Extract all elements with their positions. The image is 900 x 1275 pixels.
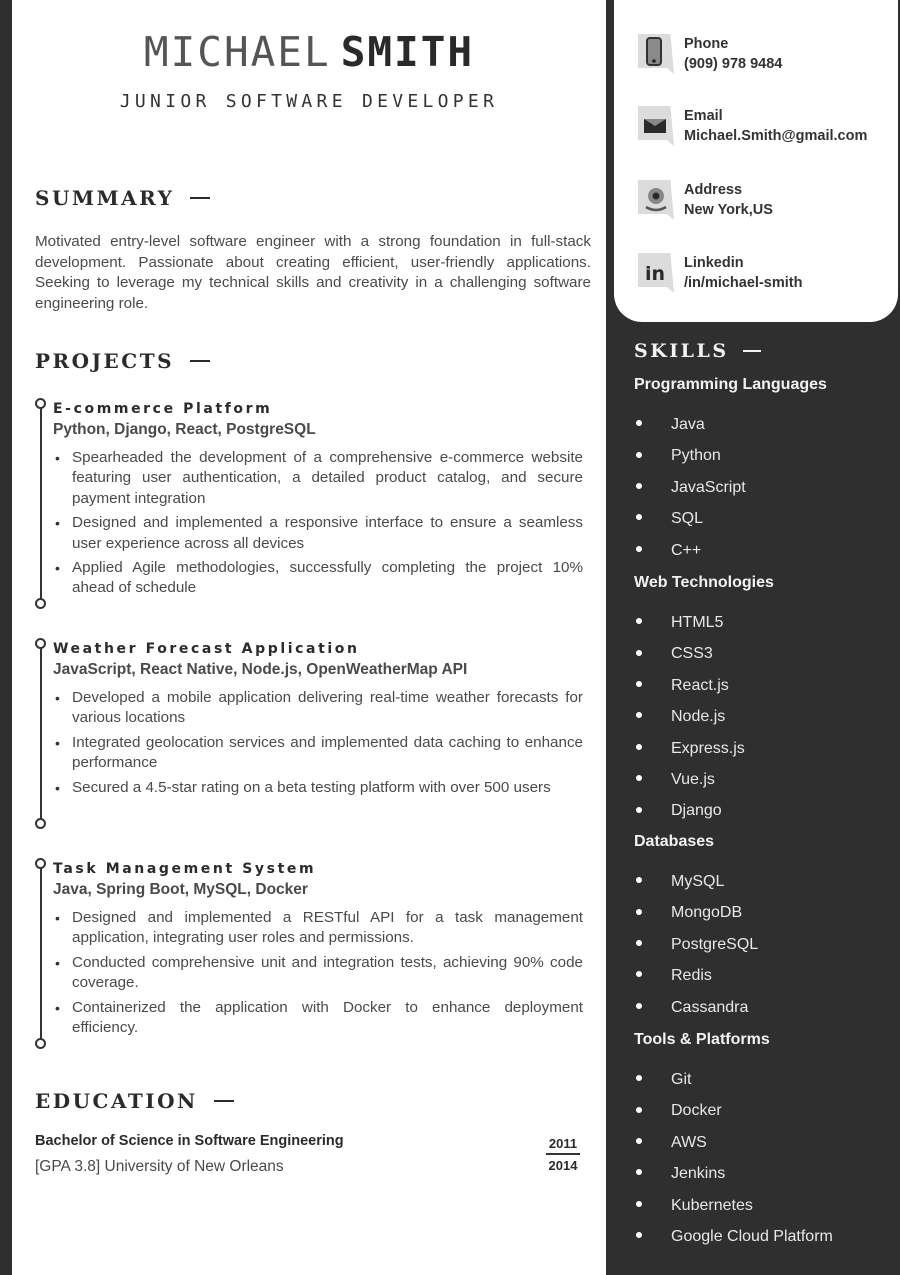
skill-name: Java	[671, 416, 705, 433]
skill-item	[634, 902, 742, 924]
bullet-icon	[636, 546, 642, 552]
bullet-text: Containerized the application with Docker to enhance deployment efficiency.	[72, 998, 583, 1037]
bullet-text: Secured a 4.5-star rating on a beta testing platform with over 500 users	[72, 778, 551, 796]
bullet-text: Developed a mobile application delivering real-time weather forecasts for various locations	[72, 689, 583, 727]
bullet-icon	[636, 1075, 642, 1081]
bullet-icon	[636, 1138, 642, 1144]
bullet-icon	[636, 452, 642, 458]
skill-name: AWS	[671, 1133, 707, 1151]
bullet-icon: •	[55, 560, 60, 577]
contact-label: Email	[684, 108, 723, 124]
job-title: JUNIOR SOFTWARE DEVELOPER	[119, 91, 499, 112]
skill-name: Jenkins	[671, 1165, 726, 1183]
timeline-line	[40, 868, 43, 1040]
bullet-icon	[636, 483, 642, 489]
bullet-icon	[636, 1232, 642, 1238]
contact-card	[614, 0, 898, 322]
skill-item	[634, 643, 713, 665]
education-school: [GPA 3.8] University of New Orleans	[35, 1158, 284, 1175]
heading-dash	[214, 1100, 234, 1103]
contact-value[interactable]: /in/michael-smith	[684, 275, 803, 291]
skill-name: Google Cloud Platform	[671, 1228, 833, 1245]
skill-name: React.js	[671, 676, 729, 694]
education-heading	[35, 1089, 234, 1113]
contact-label: Phone	[684, 36, 729, 52]
email-icon	[638, 106, 674, 146]
skill-item	[634, 414, 705, 436]
skill-name: SQL	[671, 510, 704, 528]
bullet-icon	[636, 909, 642, 915]
skill-item	[634, 477, 746, 499]
skill-item	[634, 934, 758, 956]
skill-name: JavaScript	[671, 478, 746, 496]
bullet-icon	[636, 1003, 642, 1009]
skill-name: Django	[671, 802, 722, 820]
timeline-line	[40, 648, 43, 820]
timeline-line	[40, 408, 43, 600]
education-start-year: 2011	[546, 1136, 580, 1155]
education-end-year: 2014	[548, 1158, 578, 1173]
candidate-name	[12, 28, 606, 76]
bullet-icon: •	[55, 450, 60, 466]
summary-heading-text: SUMMARY	[35, 186, 175, 210]
skill-name: PostgreSQL	[671, 935, 759, 953]
summary-heading	[35, 186, 210, 210]
skill-item	[634, 675, 729, 697]
skill-item	[634, 612, 723, 634]
contact-value[interactable]: (909) 978 9484	[684, 56, 783, 72]
education-heading-text: EDUCATION	[35, 1089, 198, 1113]
project-name: Weather Forecast Application	[53, 641, 360, 657]
skill-category: Web Technologies	[634, 574, 774, 591]
bullet-icon	[636, 420, 642, 426]
skill-name: Docker	[671, 1102, 722, 1120]
skill-name: HTML5	[671, 614, 724, 631]
summary-text: Motivated entry-level software engineer with a strong foundation in full-stack development. Passionate about creating efficient, user-friendly applications. Seeking to leverage my technical skills and creativity in a challenging software engineering role.	[35, 233, 591, 312]
project-item	[35, 398, 591, 610]
bullet-icon	[636, 1169, 642, 1175]
skill-item	[634, 800, 722, 822]
last-name: SMITH	[340, 28, 475, 76]
skill-item	[634, 1195, 753, 1217]
project-tech: Python, Django, React, PostgreSQL	[53, 421, 316, 438]
project-tech: JavaScript, React Native, Node.js, OpenWeatherMap API	[53, 661, 468, 678]
skill-item	[634, 445, 721, 467]
bullet-icon: •	[55, 779, 60, 796]
project-tech: Java, Spring Boot, MySQL, Docker	[53, 881, 308, 898]
skills-heading	[634, 340, 761, 362]
bullet-text: Designed and implemented a responsive interface to ensure a seamless user experience across all devices	[72, 514, 583, 552]
bullet-icon	[636, 877, 642, 883]
bullet-text: Spearheaded the development of a comprehensive e-commerce website featuring user authentication, a detailed product catalog, and secure payment integration	[72, 449, 583, 507]
project-bullet	[53, 688, 583, 729]
bullet-icon	[636, 514, 642, 520]
left-frame	[0, 0, 12, 1275]
bullet-icon: •	[55, 515, 60, 532]
first-name: MICHAEL	[143, 28, 331, 76]
skill-name: Node.js	[671, 708, 726, 726]
skill-name: MongoDB	[671, 904, 743, 922]
skill-item	[634, 1132, 707, 1154]
project-bullet	[53, 558, 583, 599]
projects-heading	[35, 349, 210, 373]
skill-item	[634, 1163, 725, 1185]
skill-item	[634, 706, 725, 728]
bullet-icon	[636, 650, 642, 656]
bullet-icon	[636, 775, 642, 781]
project-name: Task Management System	[53, 861, 317, 877]
phone-icon	[638, 34, 674, 74]
education-degree: Bachelor of Science in Software Engineering	[35, 1133, 344, 1149]
bullet-icon: •	[55, 910, 60, 926]
contact-value[interactable]: Michael.Smith@gmail.com	[684, 128, 868, 144]
bullet-text: Designed and implemented a RESTful API for a task management application, integrating user roles and permissions.	[72, 909, 583, 947]
bullet-text: Applied Agile methodologies, successfully completing the project 10% ahead of schedule	[72, 559, 583, 597]
skill-category: Databases	[634, 833, 715, 850]
skill-name: MySQL	[671, 873, 725, 890]
skill-item	[634, 965, 712, 987]
bullet-icon	[636, 712, 642, 718]
bullet-icon	[636, 1201, 642, 1207]
svg-text:in: in	[645, 263, 666, 285]
skill-item	[634, 871, 724, 893]
project-bullet	[53, 778, 583, 798]
education-years	[546, 1136, 580, 1173]
bullet-icon: •	[55, 999, 60, 1016]
timeline-end-dot	[35, 1038, 46, 1049]
contact-label: Address	[684, 182, 743, 198]
bullet-icon	[636, 618, 642, 624]
skill-category: Tools & Platforms	[634, 1031, 770, 1048]
bullet-icon	[636, 807, 642, 813]
skill-item	[634, 1226, 833, 1248]
skill-item	[634, 1100, 722, 1122]
project-bullets	[53, 688, 583, 802]
heading-dash	[743, 350, 761, 353]
project-bullet	[53, 733, 583, 774]
contact-email	[638, 106, 867, 146]
bullet-icon: •	[55, 954, 60, 971]
contact-address	[638, 180, 773, 220]
sidebar	[606, 0, 900, 1275]
contact-value: New York,US	[684, 202, 773, 218]
bullet-text: Conducted comprehensive unit and integration tests, achieving 90% code coverage.	[72, 953, 583, 992]
project-bullet	[53, 998, 583, 1039]
bullet-icon	[636, 681, 642, 687]
contact-phone	[638, 34, 782, 74]
project-bullets	[53, 448, 583, 603]
project-item	[35, 858, 591, 1050]
project-name: E-commerce Platform	[53, 401, 273, 417]
projects-heading-text: PROJECTS	[35, 349, 175, 373]
skill-item	[634, 508, 703, 530]
contact-linkedin	[638, 253, 802, 293]
bullet-icon	[636, 940, 642, 946]
skill-name: CSS3	[671, 645, 713, 663]
skills-heading-text: SKILLS	[634, 340, 729, 362]
timeline-end-dot	[35, 598, 46, 609]
skill-item	[634, 997, 748, 1019]
skill-name: Kubernetes	[671, 1196, 753, 1214]
project-bullet	[53, 953, 583, 994]
bullet-icon	[636, 744, 642, 750]
skill-name: Vue.js	[671, 771, 715, 788]
heading-dash	[190, 197, 210, 200]
project-bullet	[53, 513, 583, 554]
bullet-icon	[636, 1107, 642, 1113]
skill-name: Express.js	[671, 739, 745, 757]
skill-item	[634, 1069, 691, 1091]
main-column	[12, 0, 606, 1275]
skill-item	[634, 540, 701, 562]
skill-item	[634, 738, 745, 760]
skill-item	[634, 769, 715, 791]
project-item	[35, 638, 591, 830]
heading-dash	[190, 360, 210, 363]
skill-name: C++	[671, 541, 702, 559]
linkedin-icon	[638, 253, 674, 293]
bullet-icon: •	[55, 734, 60, 751]
project-bullets	[53, 908, 583, 1042]
bullet-icon: •	[55, 690, 60, 706]
location-pin-icon	[638, 180, 674, 220]
skill-name: Cassandra	[671, 998, 749, 1016]
bullet-icon	[636, 971, 642, 977]
skill-name: Redis	[671, 967, 712, 985]
contact-label: Linkedin	[684, 255, 744, 271]
bullet-text: Integrated geolocation services and implemented data caching to enhance performance	[72, 733, 583, 772]
project-bullet	[53, 448, 583, 509]
skill-name: Git	[671, 1071, 692, 1088]
skill-name: Python	[671, 447, 721, 465]
skill-category: Programming Languages	[634, 376, 827, 393]
project-bullet	[53, 908, 583, 949]
timeline-end-dot	[35, 818, 46, 829]
